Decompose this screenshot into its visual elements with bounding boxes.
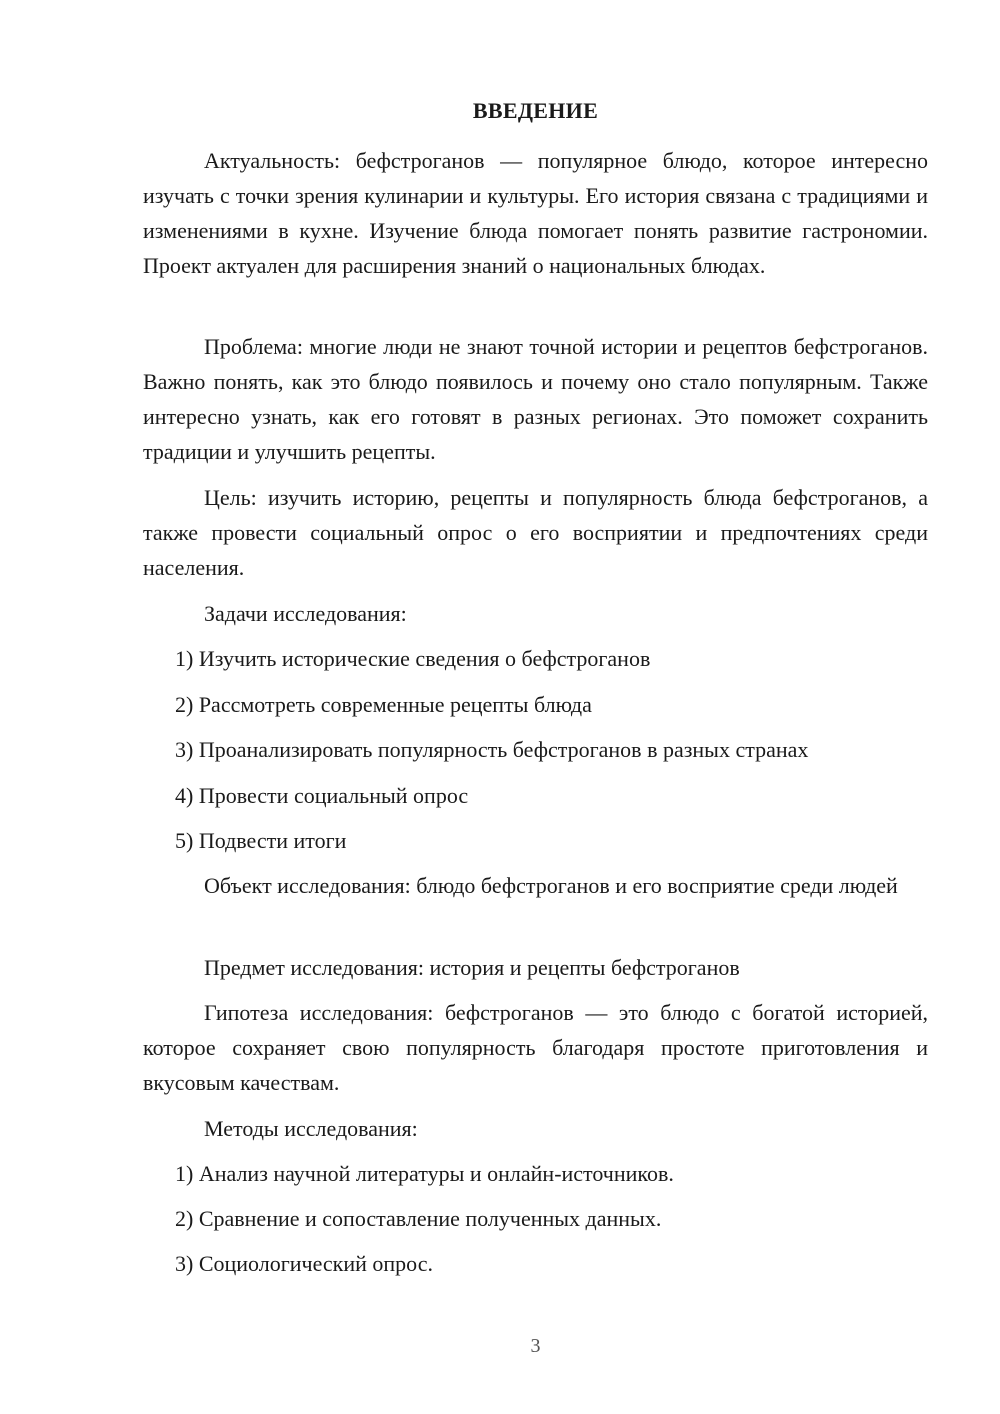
page-number: 3 [530,1335,541,1357]
relevance-paragraph: Актуальность: бефстроганов — популярное блюдо, которое интересно изучать с точки зрения кулинарии и культуры. Его история связана с традициями и изменениями в кухне. Изучение блюда помогает понять развитие гастрономии. Проект актуален для расширения знаний о национальных блюдах. [143,148,928,278]
methods-label: Методы исследования: [204,1116,418,1141]
subject-paragraph: Предмет исследования: история и рецепты бефстроганов [204,955,740,980]
problem-paragraph: Проблема: многие люди не знают точной истории и рецептов бефстроганов. Важно понять, как это блюдо появилось и почему оно стало популярным. Также интересно узнать, как его готовят в разных регионах. Это поможет сохранить традиции и улучшить рецепты. [143,334,928,464]
task-item: 5) Подвести итоги [175,828,347,853]
method-item: 3) Социологический опрос. [175,1251,433,1276]
method-item: 2) Сравнение и сопоставление полученных данных. [175,1206,662,1231]
task-item: 2) Рассмотреть современные рецепты блюда [175,692,592,717]
task-item: 1) Изучить исторические сведения о бефстроганов [175,646,651,671]
page-title: ВВЕДЕНИЕ [472,98,599,123]
method-item: 1) Анализ научной литературы и онлайн-источников. [175,1161,674,1186]
document-page [143,0,928,1414]
task-item: 4) Провести социальный опрос [175,783,469,808]
task-item: 3) Проанализировать популярность бефстроганов в разных странах [175,737,809,762]
object-paragraph: Объект исследования: блюдо бефстроганов и его восприятие среди людей [204,873,898,898]
goal-paragraph: Цель: изучить историю, рецепты и популярность блюда бефстроганов, а также провести социальный опрос о его восприятии и предпочтениях среди населения. [143,485,928,580]
tasks-label: Задачи исследования: [204,601,407,626]
hypothesis-paragraph: Гипотеза исследования: бефстроганов — это блюдо с богатой историей, которое сохраняет свою популярность благодаря простоте приготовления и вкусовым качествам. [143,1000,928,1095]
